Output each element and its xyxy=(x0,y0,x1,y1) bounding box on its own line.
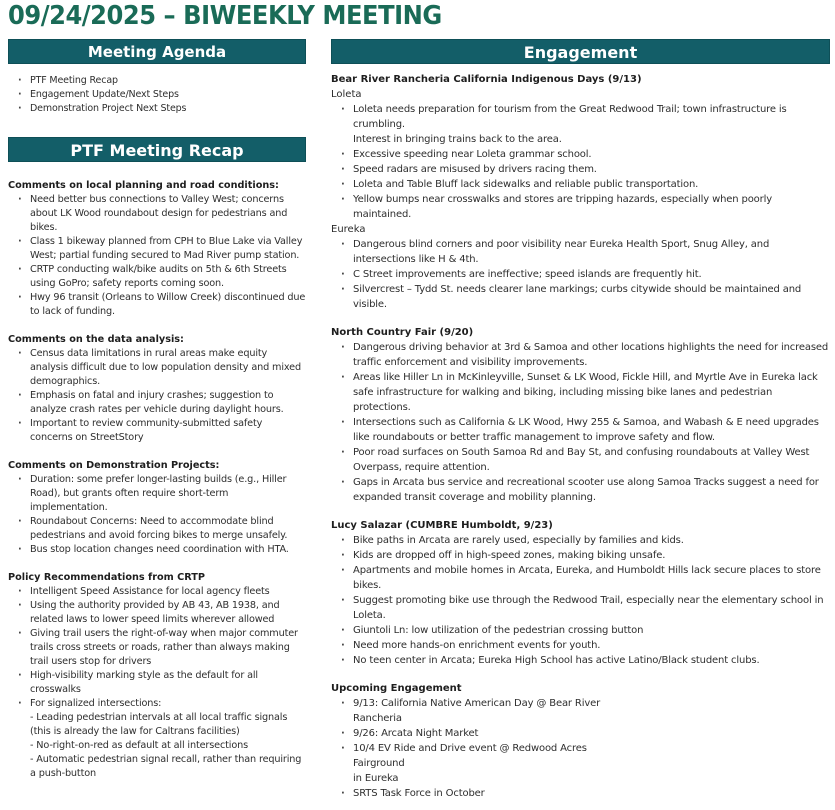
bullet-list xyxy=(331,237,830,312)
section-heading: Comments on the data analysis: xyxy=(8,334,184,345)
bullet-list xyxy=(8,473,306,557)
list-item: · Areas like Hiller Ln in McKinleyville, Sunset & LK Wood, Fickle Hill, and Myrtle Ave in Eureka lack safe infrastructure for walking and biking, including missing bike lanes and pedestrian protections. xyxy=(353,370,830,415)
bullet-list xyxy=(8,193,306,319)
list-item: · No teen center in Arcata; Eureka High School has active Latino/Black student clubs. xyxy=(353,653,830,668)
event-heading: Bear River Rancheria California Indigenous Days (9/13) xyxy=(331,74,642,85)
list-item: · Poor road surfaces on South Samoa Rd and Bay St, and confusing roundabouts at Valley West Overpass, require attention. xyxy=(353,445,830,475)
upcoming-heading: Upcoming Engagement xyxy=(331,683,462,694)
list-item xyxy=(353,102,830,147)
list-item: · Census data limitations in rural areas make equity analysis difficult due to low population density and mixed demographics. xyxy=(30,347,306,389)
sub-item: - Automatic pedestrian signal recall, rather than requiring a push-button xyxy=(30,754,302,779)
list-item-text: For signalized intersections: xyxy=(30,698,162,709)
recap-section-planning xyxy=(8,179,306,319)
list-item-text: Loleta needs preparation for tourism from the Great Redwood Trail; town infrastructure is crumbling. xyxy=(353,104,787,130)
list-item: · Roundabout Concerns: Need to accommodate blind pedestrians and avoid forcing bikes to merge unsafely. xyxy=(30,515,306,543)
list-item: · Hwy 96 transit (Orleans to Willow Creek) discontinued due to lack of funding. xyxy=(30,291,306,319)
list-item: · Suggest promoting bike use through the Redwood Trail, especially near the elementary school in Loleta. xyxy=(353,593,830,623)
event-heading: North Country Fair (9/20) xyxy=(331,327,474,338)
recap-section-data-analysis xyxy=(8,333,306,445)
right-column xyxy=(331,39,830,801)
list-item: · Gaps in Arcata bus service and recreational scooter use along Samoa Tracks suggest a need for expanded transit coverage and mobility planning. xyxy=(353,475,830,505)
list-item: · Dangerous driving behavior at 3rd & Samoa and other locations highlights the need for increased traffic enforcement and visibility improvements. xyxy=(353,340,830,370)
left-column xyxy=(8,39,306,781)
list-item: · Intersections such as California & LK Wood, Hwy 255 & Samoa, and Wabash & E need upgrades like roundabouts or better traffic management to improve safety and flow. xyxy=(353,415,830,445)
list-item-continuation: in Eureka xyxy=(353,773,399,784)
meeting-agenda-header: Meeting Agenda xyxy=(8,39,306,64)
list-item: · 9/13: California Native American Day @ Bear River Rancheria xyxy=(353,696,641,726)
section-heading: Comments on Demonstration Projects: xyxy=(8,460,220,471)
list-item: · High-visibility marking style as the default for all crosswalks xyxy=(30,669,306,697)
event-north-country-fair xyxy=(331,326,830,505)
agenda-list xyxy=(8,74,306,116)
list-item: · Apartments and mobile homes in Arcata, Eureka, and Humboldt Hills lack secure places to store bikes. xyxy=(353,563,830,593)
event-bear-river xyxy=(331,73,830,312)
sub-item: - Leading pedestrian intervals at all local traffic signals (this is already the law for Caltrans facilities) xyxy=(30,712,288,737)
list-item: · C Street improvements are ineffective; speed islands are frequently hit. xyxy=(353,267,830,282)
list-item-text: 10/4 EV Ride and Drive event @ Redwood Acres Fairground xyxy=(353,743,587,769)
section-heading: Policy Recommendations from CRTP xyxy=(8,572,205,583)
list-item-signalized xyxy=(30,697,306,781)
list-item: · Intelligent Speed Assistance for local agency fleets xyxy=(30,585,306,599)
bullet-list xyxy=(8,347,306,445)
agenda-item: · Engagement Update/Next Steps xyxy=(30,88,306,102)
list-item: · Giving trail users the right-of-way when major commuter trails cross streets or roads, rather than always making trail users stop for drivers xyxy=(30,627,306,669)
list-item: · Silvercrest – Tydd St. needs clearer lane markings; curbs citywide should be maintained and visible. xyxy=(353,282,830,312)
list-item-continuation: Interest in bringing trains back to the area. xyxy=(353,134,562,145)
list-item: · Emphasis on fatal and injury crashes; suggestion to analyze crash rates per vehicle during daylight hours. xyxy=(30,389,306,417)
list-item: · Dangerous blind corners and poor visibility near Eureka Health Sport, Snug Alley, and intersections like H & 4th. xyxy=(353,237,830,267)
list-item: · Class 1 bikeway planned from CPH to Blue Lake via Valley West; partial funding secured to Mad River pump station. xyxy=(30,235,306,263)
sub-item: - No-right-on-red as default at all intersections xyxy=(30,740,248,751)
recap-section-demonstration xyxy=(8,459,306,557)
list-item: · Loleta and Table Bluff lack sidewalks and reliable public transportation. xyxy=(353,177,830,192)
list-item: · Need more hands-on enrichment events for youth. xyxy=(353,638,830,653)
section-heading: Comments on local planning and road conditions: xyxy=(8,180,279,191)
upcoming-engagement xyxy=(331,682,830,801)
recap-section-policy xyxy=(8,571,306,781)
list-item: · Giuntoli Ln: low utilization of the pedestrian crossing button xyxy=(353,623,830,638)
bullet-list xyxy=(331,102,830,222)
list-item: · CRTP conducting walk/bike audits on 5th & 6th Streets using GoPro; safety reports coming soon. xyxy=(30,263,306,291)
agenda-item: · PTF Meeting Recap xyxy=(30,74,306,88)
ptf-recap-header: PTF Meeting Recap xyxy=(8,137,306,162)
list-item: · Bike paths in Arcata are rarely used, especially by families and kids. xyxy=(353,533,830,548)
list-item: · Duration: some prefer longer-lasting builds (e.g., Hiller Road), but grants often require short-term implementation. xyxy=(30,473,306,515)
list-item xyxy=(353,741,641,786)
list-item: · Using the authority provided by AB 43, AB 1938, and related laws to lower speed limits wherever allowed xyxy=(30,599,306,627)
list-item: · Excessive speeding near Loleta grammar school. xyxy=(353,147,830,162)
bullet-list xyxy=(331,340,830,505)
event-heading: Lucy Salazar (CUMBRE Humboldt, 9/23) xyxy=(331,520,553,531)
list-item: · Kids are dropped off in high-speed zones, making biking unsafe. xyxy=(353,548,830,563)
list-item: · Bus stop location changes need coordination with HTA. xyxy=(30,543,306,557)
bullet-list xyxy=(331,696,641,801)
page-title: 09/24/2025 – BIWEEKLY MEETING xyxy=(8,1,442,31)
place-label-eureka: Eureka xyxy=(331,224,366,235)
list-item: · Important to review community-submitted safety concerns on StreetStory xyxy=(30,417,306,445)
event-lucy-salazar xyxy=(331,519,830,668)
list-item: · Yellow bumps near crosswalks and stores are tripping hazards, especially when poorly maintained. xyxy=(353,192,830,222)
list-item: · Speed radars are misused by drivers racing them. xyxy=(353,162,830,177)
list-item: · Need better bus connections to Valley West; concerns about LK Wood roundabout design for pedestrians and bikes. xyxy=(30,193,306,235)
bullet-list xyxy=(331,533,830,668)
bullet-list xyxy=(8,585,306,781)
engagement-header: Engagement xyxy=(331,39,830,64)
agenda-item: · Demonstration Project Next Steps xyxy=(30,102,306,116)
list-item: · 9/26: Arcata Night Market xyxy=(353,726,641,741)
list-item: · SRTS Task Force in October xyxy=(353,786,641,801)
place-label-loleta: Loleta xyxy=(331,89,362,100)
